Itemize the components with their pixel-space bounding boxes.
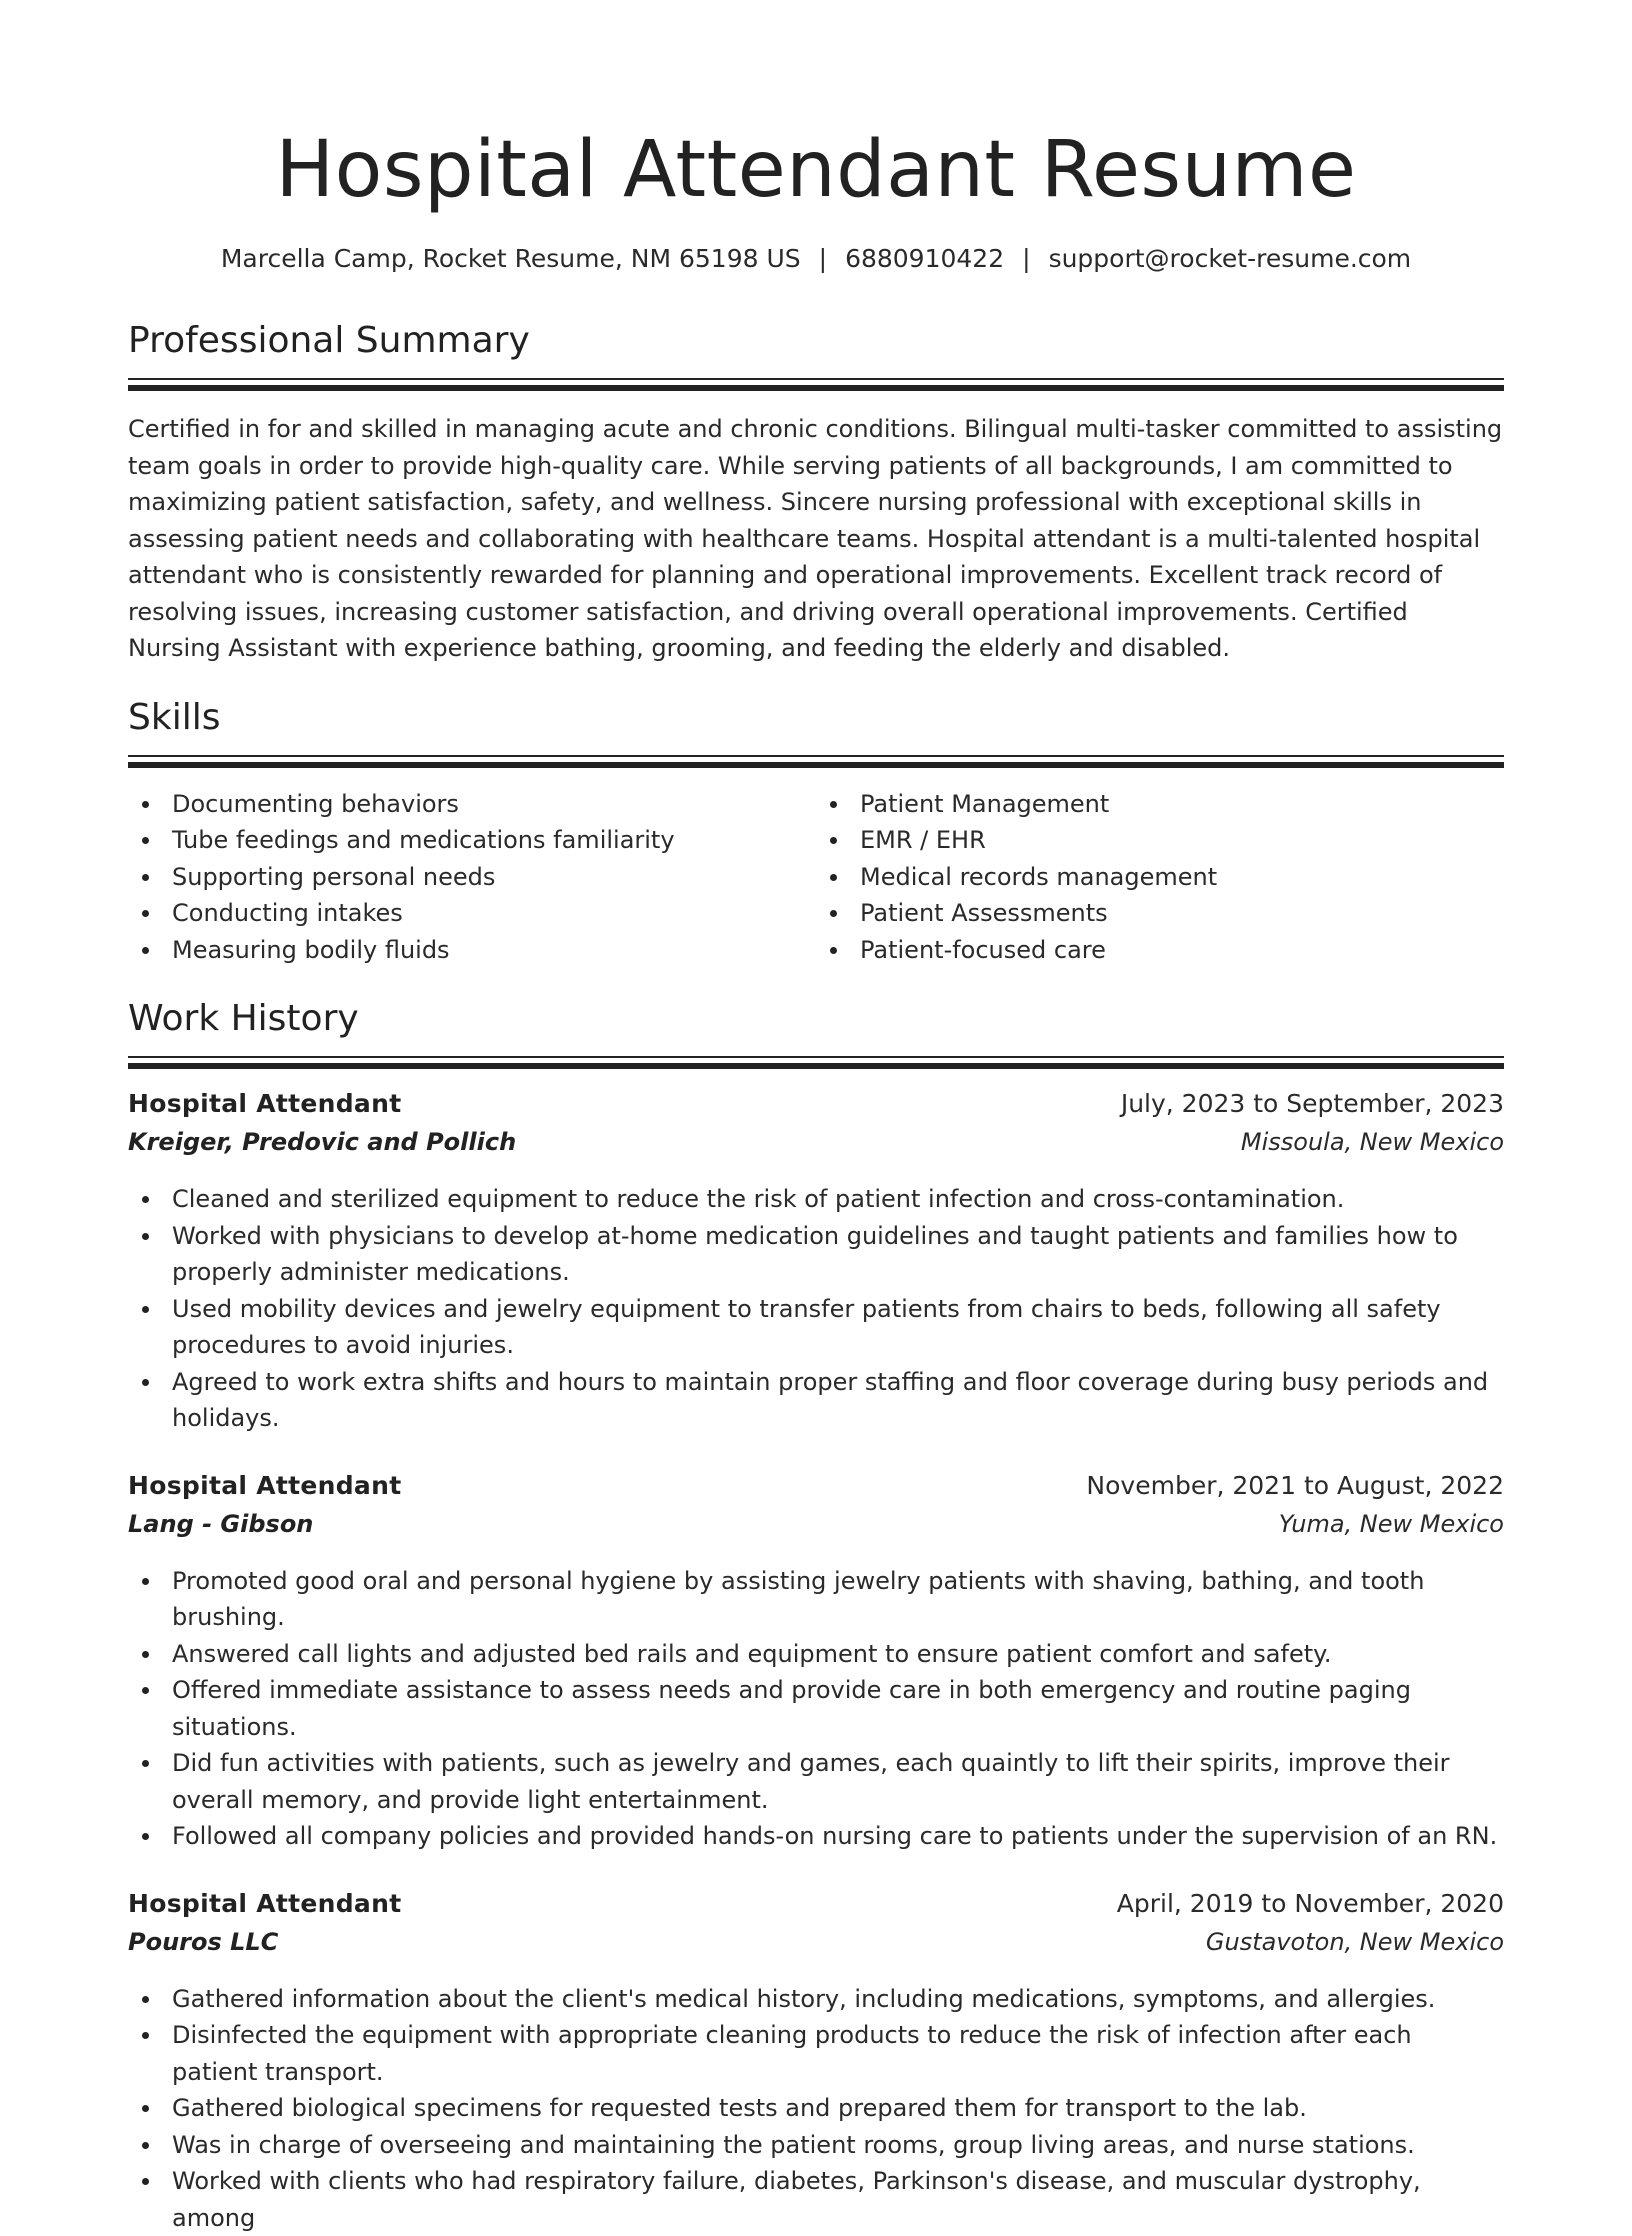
contact-separator: | — [1004, 244, 1048, 273]
job-duty-item: Gathered biological specimens for requested tests and prepared them for transport to the lab. — [128, 2090, 1504, 2127]
job-duty-item: Used mobility devices and jewelry equipment to transfer patients from chairs to beds, following all safety procedures to avoid injuries. — [128, 1291, 1504, 1364]
skill-item: Patient-focused care — [816, 932, 1504, 969]
skills-column-right — [816, 786, 1504, 969]
job-header — [128, 1467, 1504, 1505]
section-divider — [128, 385, 1504, 391]
skill-item: Conducting intakes — [128, 895, 816, 932]
skill-item: Measuring bodily fluids — [128, 932, 816, 969]
job-duty-item: Agreed to work extra shifts and hours to maintain proper staffing and floor coverage during busy periods and holidays. — [128, 1364, 1504, 1437]
job-duty-item: Worked with physicians to develop at-home medication guidelines and taught patients and families how to properly administer medications. — [128, 1218, 1504, 1291]
contact-phone: 6880910422 — [845, 244, 1004, 273]
job-title: Hospital Attendant — [128, 1085, 401, 1123]
section-divider — [128, 755, 1504, 757]
job-duty-item: Did fun activities with patients, such as jewelry and games, each quaintly to lift their spirits, improve their overall memory, and provide light entertainment. — [128, 1745, 1504, 1818]
summary-section — [128, 318, 1504, 667]
job-dates: November, 2021 to August, 2022 — [1086, 1467, 1504, 1505]
job-duty-item: Followed all company policies and provided hands-on nursing care to patients under the supervision of an RN. — [128, 1818, 1504, 1855]
job-header — [128, 1885, 1504, 1923]
skill-item: Medical records management — [816, 859, 1504, 896]
job-subheader — [128, 1505, 1504, 1543]
contact-address: Marcella Camp, Rocket Resume, NM 65198 US — [221, 244, 801, 273]
work-history-heading: Work History — [128, 996, 1504, 1042]
job-duty-item: Disinfected the equipment with appropriate cleaning products to reduce the risk of infection after each patient transport. — [128, 2017, 1504, 2090]
summary-text: Certified in for and skilled in managing acute and chronic conditions. Bilingual multi-tasker committed to assisting team goals in order to provide high-quality care. While serving patients of all backgrounds, I am committed to maximizing patient satisfaction, safety, and wellness. Sincere nursing professional with exceptional skills in assessing patient needs and collaborating with healthcare teams. Hospital attendant is a multi-talented hospital attendant who is consistently rewarded for planning and operational improvements. Excellent track record of resolving issues, increasing customer satisfaction, and driving overall operational improvements. Certified Nursing Assistant with experience bathing, grooming, and feeding the elderly and disabled. — [128, 411, 1504, 667]
work-history-section — [128, 996, 1504, 2236]
job-entry — [128, 1085, 1504, 1437]
job-company: Pouros LLC — [128, 1923, 278, 1961]
job-title: Hospital Attendant — [128, 1885, 401, 1923]
section-divider — [128, 1056, 1504, 1058]
summary-heading: Professional Summary — [128, 318, 1504, 364]
job-location: Yuma, New Mexico — [1279, 1505, 1504, 1543]
job-duty-item: Worked with clients who had respiratory failure, diabetes, Parkinson's disease, and muscular dystrophy, among — [128, 2163, 1504, 2236]
skills-section — [128, 695, 1504, 969]
job-subheader — [128, 1123, 1504, 1161]
skills-list — [128, 786, 1504, 969]
job-title: Hospital Attendant — [128, 1467, 401, 1505]
skill-item: Supporting personal needs — [128, 859, 816, 896]
job-duty-item: Was in charge of overseeing and maintaining the patient rooms, group living areas, and nurse stations. — [128, 2127, 1504, 2164]
skills-heading: Skills — [128, 695, 1504, 741]
job-header — [128, 1085, 1504, 1123]
resume-title: Hospital Attendant Resume — [128, 0, 1504, 222]
skill-item: Patient Management — [816, 786, 1504, 823]
section-divider — [128, 762, 1504, 768]
job-location: Gustavoton, New Mexico — [1206, 1923, 1504, 1961]
job-location: Missoula, New Mexico — [1241, 1123, 1504, 1161]
job-dates: April, 2019 to November, 2020 — [1117, 1885, 1504, 1923]
contact-line — [128, 242, 1504, 276]
job-duty-item: Answered call lights and adjusted bed rails and equipment to ensure patient comfort and safety. — [128, 1636, 1504, 1673]
job-duty-item: Gathered information about the client's medical history, including medications, symptoms, and allergies. — [128, 1981, 1504, 2018]
job-duty-item: Cleaned and sterilized equipment to reduce the risk of patient infection and cross-contamination. — [128, 1181, 1504, 1218]
skill-item: Tube feedings and medications familiarity — [128, 822, 816, 859]
job-entry — [128, 1467, 1504, 1855]
skill-item: Patient Assessments — [816, 895, 1504, 932]
contact-separator: | — [801, 244, 845, 273]
contact-email: support@rocket-resume.com — [1049, 244, 1412, 273]
section-divider — [128, 1063, 1504, 1069]
job-duties — [128, 1981, 1504, 2236]
section-divider — [128, 378, 1504, 380]
job-company: Kreiger, Predovic and Pollich — [128, 1123, 516, 1161]
skill-item: EMR / EHR — [816, 822, 1504, 859]
job-duties — [128, 1563, 1504, 1855]
job-list — [128, 1085, 1504, 2236]
job-entry — [128, 1885, 1504, 2236]
skills-column-left — [128, 786, 816, 969]
job-duty-item: Promoted good oral and personal hygiene by assisting jewelry patients with shaving, bathing, and tooth brushing. — [128, 1563, 1504, 1636]
job-duty-item: Offered immediate assistance to assess needs and provide care in both emergency and routine paging situations. — [128, 1672, 1504, 1745]
job-company: Lang - Gibson — [128, 1505, 313, 1543]
job-duties — [128, 1181, 1504, 1437]
job-subheader — [128, 1923, 1504, 1961]
job-dates: July, 2023 to September, 2023 — [1121, 1085, 1504, 1123]
skill-item: Documenting behaviors — [128, 786, 816, 823]
